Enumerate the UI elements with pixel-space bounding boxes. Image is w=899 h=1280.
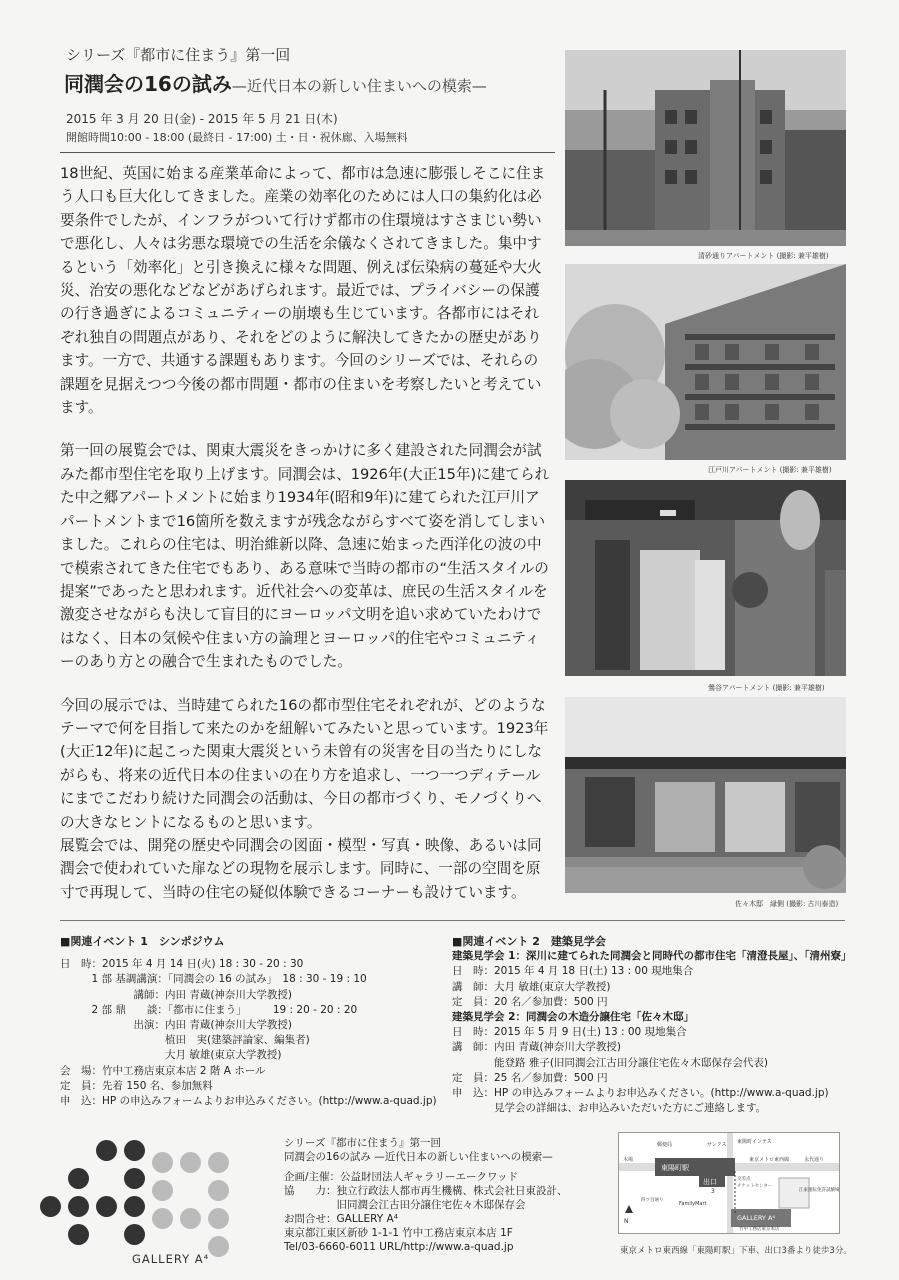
logo-dot [124, 1224, 145, 1245]
event-1-row: 1 部 基調講演：「同潤会の 16 の試み」 18 : 30 - 19 : 10 [60, 973, 367, 986]
map-label-yotsume-dori: 四ツ目通り [641, 1198, 664, 1203]
event-1-row: 出演：内田 青蔵(神奈川大学教授) [60, 1019, 293, 1032]
event-1-row: 定 員：先着 150 名、参加無料 [60, 1079, 213, 1092]
exhibition-title [64, 68, 487, 97]
map-label-gallery: GALLERY A⁴ [737, 1214, 776, 1222]
logo-dot [68, 1224, 89, 1245]
map-label-post-office: 郵便局 [657, 1142, 673, 1148]
logo-dot [124, 1140, 145, 1161]
event-2-row: 講 師：内田 青蔵(神奈川大学教授) [452, 1041, 622, 1054]
logo-dot [96, 1196, 117, 1217]
logo-dot [96, 1140, 117, 1161]
footer-info [284, 1136, 614, 1254]
paragraph-4: 展覧会では、開発の歴史や同潤会の図面・模型・写真・映像、あるいは同潤会で使われていた扉などの現物を展示します。同時に、一部の空間を原寸で再現して、当時の住宅の疑似体験できるコーナーも設けています。 [60, 836, 542, 901]
map-label-intesu: 東陽町インテス [737, 1139, 772, 1145]
logo-label: GALLERY A⁴ [132, 1252, 210, 1266]
paragraph-2: 第一回の展覧会では、関東大震災をきっかけに多く建設された同潤会が試みた都市型住宅を取り上げます。同潤会は、1926年(大正15年)に建てられた中之郷アパートメントに始まり1934年(昭和9年)に建てられた江戸川アパートメントまで16箇所を数えますが残念ながらすべて姿を消してしまいました。これらの住宅は、明治維新以降、急速に始まった西洋化の波の中で模索されてきた住宅でもあり、ある意味で当時の都市の“生活スタイルの提案”であったと思われます。近代社会への変革は、庶民の生活スタイルを激変させながらも決して盲目的にヨーロッパ文明を追い求めていたわけではなく、日本の気候や住まい方の論理とヨーロッパ的住宅やコミュニティーのあり方との融合で生まれたものでした。 [60, 442, 550, 671]
event-2-row: 定 員：20 名／参加費：500 円 [452, 995, 608, 1008]
map-label-north: N [624, 1218, 629, 1225]
map-label-ticket-center: チケットセンター [737, 1184, 773, 1189]
event-1-row: 会 場：竹中工務店東京本店 2 階 A ホール [60, 1064, 266, 1077]
header-divider [60, 152, 555, 153]
logo-dot [152, 1180, 173, 1201]
map-label-license-center: 江東運転免許試験場 [799, 1188, 839, 1193]
paragraph-1: 18世紀、英国に始まる産業革命によって、都市は急速に膨張しそこに住まう人口も巨大化してきました。産業の効率化のためには人口の集約化は必要条件でしたが、インフラがついて行けず都市の住環境はすさまじい勢いで悪化し、人々は劣悪な環境での生活を余儀なくされてきました。集中するという「効率化」と引き換えに様々な問題、例えば伝染病の蔓延や大火災、治安の悪化などなどがあげられます。最近では、プライバシーの保護の行き過ぎによるコミュニティーの崩壊も生じています。各都市にはそれぞれ独自の問題点があり、それをどのように解決してきたかの歴史があります。一方で、共通する課題もあります。今回のシリーズでは、それらの課題を見据えつつ今後の都市問題・都市の住まいを考察したいと考えています。 [60, 165, 546, 417]
map-label-exit: 出口 [703, 1178, 717, 1186]
event-2-row: 能登路 雅子(旧同潤会江古田分譲住宅佐々木邸保存会代表) [452, 1056, 769, 1069]
title-subtitle: —近代日本の新しい住まいへの模索— [231, 77, 487, 95]
map-label-exit-number: 3 [711, 1188, 715, 1195]
logo-dot [208, 1208, 229, 1229]
photo-caption-3: 鶯谷アパートメント (撮影: 兼平雄樹) [708, 684, 825, 692]
footer-row: 協 力：独立行政法人都市再生機構、株式会社日東設計、 [284, 1185, 568, 1197]
logo-dot [180, 1208, 201, 1229]
event-2-section [452, 934, 852, 1116]
series-label: シリーズ『都市に住まう』第一回 [66, 46, 291, 64]
logo-dot [40, 1196, 61, 1217]
footer-row: 東京都江東区新砂 1-1-1 竹中工務店東京本店 1F [284, 1227, 513, 1239]
footer-row: お問合せ：GALLERY A⁴ [284, 1213, 398, 1225]
map-label-tozai-line: 東京メトロ東西線 [749, 1157, 790, 1163]
photo-caption-2: 江戸川アパートメント (撮影: 兼平雄樹) [708, 466, 832, 474]
logo-dot [124, 1196, 145, 1217]
footer-row[interactable]: Tel/03-6660-6011 URL/http://www.a-quad.jp [284, 1241, 514, 1253]
photo-uguisudani-apartment [565, 480, 846, 676]
event-1-row: 大月 敏雄(東京大学教授) [60, 1049, 282, 1062]
event-2-row: 日 時：2015 年 5 月 9 日(土) 13 : 00 現地集合 [452, 1026, 687, 1039]
event-1-heading: ■関連イベント 1 シンポジウム [60, 935, 225, 948]
logo-dot [124, 1168, 145, 1189]
map-label-eitai-dori: 永代通り [804, 1157, 825, 1163]
opening-hours: 開館時間10:00 - 18:00 (最終日 - 17:00) 土・日・祝休廊、入場無料 [66, 131, 408, 144]
footer-title: 同潤会の16の試み —近代日本の新しい住まいへの模索— [284, 1151, 553, 1163]
map-label-toyocho-station: 東陽町駅 [661, 1164, 689, 1172]
photo-caption-1: 清砂通りアパートメント (撮影: 兼平雄樹) [698, 252, 829, 260]
event-1-section [60, 934, 440, 1109]
photo-caption-4: 佐々木邸 縁側 (撮影: 古川泰造) [735, 900, 839, 908]
logo-dot [152, 1152, 173, 1173]
footer-row: 企画/主催：公益財団法人ギャラリーエークワッド [284, 1171, 519, 1183]
event-1-row[interactable]: 申 込：HP の申込みフォームよりお申込みください。(http://www.a-quad.jp) [60, 1095, 437, 1108]
map-label-sunkus: サンクス [707, 1142, 727, 1148]
footer-row: 旧同潤会江古田分譲住宅佐々木邸保存会 [284, 1199, 526, 1211]
event-2-row: 講 師：大月 敏雄(東京大学教授) [452, 980, 611, 993]
tour-1-title: 建築見学会 1：深川に建てられた同潤会と同時代の都市住宅「清澄長屋」、「清州寮」 [452, 950, 852, 963]
map-label-takenaka: 竹中工務店東京本店 [739, 1227, 780, 1232]
event-1-row: 植田 実(建築評論家、編集者) [60, 1034, 310, 1047]
access-map [618, 1132, 840, 1234]
paragraph-3: 今回の展示では、当時建てられた16の都市型住宅それぞれが、どのようなテーマで何を目指して来たのかを紐解いてみたいと思っています。1923年(大正12年)に起こった関東大震災という未曾有の災害を目の当たりにしながらも、将来の近代日本の住まいの在り方を追求し、一つ一つディテールにまでこだわり続けた同潤会の活動は、今日の都市づくり、モノづくりへの大きなヒントになるものと思います。 [60, 696, 549, 831]
photo-edogawa-apartment [565, 264, 846, 460]
event-1-row: 2 部 鼎 談：「都市に住まう」 19 : 20 - 20 : 20 [60, 1003, 358, 1016]
event-1-row: 日 時：2015 年 4 月 14 日(火) 18 : 30 - 20 : 30 [60, 958, 304, 971]
tour-2-title: 建築見学会 2：同潤会の木造分譲住宅「佐々木邸」 [452, 1011, 694, 1024]
event-2-heading: ■関連イベント 2 建築見学会 [452, 935, 606, 948]
title-main: 同潤会の16の試み [64, 72, 232, 96]
event-2-row: 定 員：25 名／参加費：500 円 [452, 1071, 608, 1084]
logo-dot [208, 1180, 229, 1201]
map-label-intersection: 交差点 [737, 1177, 751, 1182]
exhibition-dates: 2015 年 3 月 20 日(金) - 2015 年 5 月 21 日(木) [66, 112, 338, 126]
event-2-row[interactable]: 申 込：HP の申込みフォームよりお申込みください。(http://www.a-quad.jp) [452, 1087, 829, 1100]
event-2-row: 見学会の詳細は、お申込みいただいた方にご連絡します。 [452, 1102, 767, 1115]
logo-dot [180, 1152, 201, 1173]
photo-kiyosumi-apartment [565, 50, 846, 246]
photo-sasaki-house [565, 697, 846, 893]
logo-dot [68, 1196, 89, 1217]
event-2-row: 日 時：2015 年 4 月 18 日(土) 13 : 00 現地集合 [452, 965, 694, 978]
logo-dot [68, 1168, 89, 1189]
map-caption: 東京メトロ東西線「東陽町駅」下車、出口3番より徒歩3分。 [620, 1246, 852, 1256]
event-1-row: 講師：内田 青蔵(神奈川大学教授) [60, 988, 293, 1001]
footer-series: シリーズ『都市に住まう』第一回 [284, 1137, 441, 1149]
logo-dot [152, 1208, 173, 1229]
section-divider [60, 920, 845, 921]
logo-dot [208, 1152, 229, 1173]
map-label-kiba: 木場 [623, 1157, 634, 1163]
main-text [60, 162, 552, 904]
logo-dot [208, 1236, 229, 1257]
map-label-familymart: FamilyMart [679, 1201, 707, 1207]
